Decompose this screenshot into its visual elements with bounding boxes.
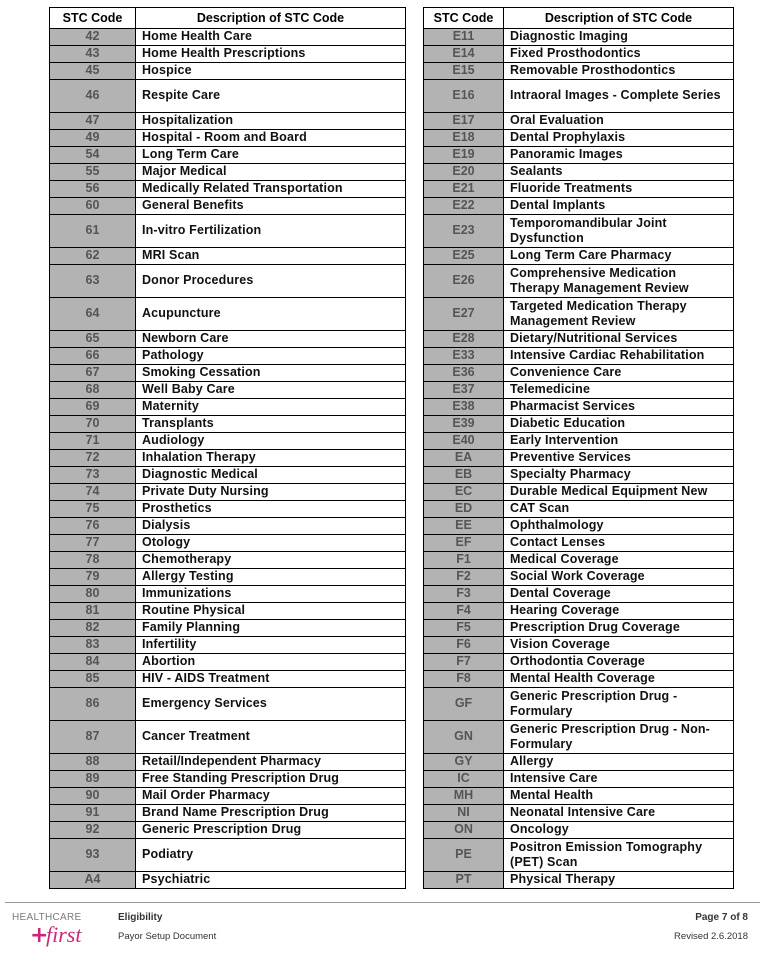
stc-description-cell: Early Intervention [504, 433, 734, 450]
table-row [50, 805, 406, 822]
table-row [50, 671, 406, 688]
table-row [50, 382, 406, 399]
table-row [50, 130, 406, 147]
stc-description-cell: Panoramic Images [504, 147, 734, 164]
table-row [50, 788, 406, 805]
stc-description-cell: Fixed Prosthodontics [504, 46, 734, 63]
stc-description-cell: Hospitalization [136, 113, 406, 130]
stc-code-cell: ED [424, 501, 504, 518]
stc-code-cell: IC [424, 771, 504, 788]
stc-description-cell: Infertility [136, 637, 406, 654]
table-row [50, 298, 406, 331]
stc-description-cell: Family Planning [136, 620, 406, 637]
table-header-row [50, 8, 406, 29]
healthcare-first-logo [12, 908, 100, 954]
table-row [50, 348, 406, 365]
table-row [50, 569, 406, 586]
stc-code-cell: PT [424, 872, 504, 889]
stc-code-cell: E27 [424, 298, 504, 331]
stc-description-cell: General Benefits [136, 198, 406, 215]
stc-description-cell: Home Health Care [136, 29, 406, 46]
table-row [424, 754, 734, 771]
stc-code-cell: A4 [50, 872, 136, 889]
stc-code-cell: 64 [50, 298, 136, 331]
stc-table-left [49, 7, 406, 889]
stc-code-cell: E36 [424, 365, 504, 382]
stc-description-cell: Mental Health Coverage [504, 671, 734, 688]
stc-code-cell: GY [424, 754, 504, 771]
table-row [424, 872, 734, 889]
stc-description-cell: Hospital - Room and Board [136, 130, 406, 147]
stc-code-cell: 90 [50, 788, 136, 805]
stc-code-cell: 83 [50, 637, 136, 654]
stc-description-cell: Fluoride Treatments [504, 181, 734, 198]
stc-code-cell: E11 [424, 29, 504, 46]
table-row [50, 754, 406, 771]
table-row [50, 416, 406, 433]
stc-code-cell: E37 [424, 382, 504, 399]
table-row [50, 365, 406, 382]
table-row [424, 298, 734, 331]
stc-description-cell: Acupuncture [136, 298, 406, 331]
stc-description-cell: Medical Coverage [504, 552, 734, 569]
table-row [424, 181, 734, 198]
stc-description-cell: Inhalation Therapy [136, 450, 406, 467]
stc-code-cell: ON [424, 822, 504, 839]
stc-code-cell: F4 [424, 603, 504, 620]
stc-description-cell: Dietary/Nutritional Services [504, 331, 734, 348]
table-row [424, 637, 734, 654]
table-row [424, 147, 734, 164]
stc-code-cell: 42 [50, 29, 136, 46]
table-row [50, 839, 406, 872]
stc-code-cell: 68 [50, 382, 136, 399]
stc-description-cell: Diabetic Education [504, 416, 734, 433]
table-row [424, 399, 734, 416]
stc-code-cell: F1 [424, 552, 504, 569]
stc-description-cell: Preventive Services [504, 450, 734, 467]
stc-description-cell: Free Standing Prescription Drug [136, 771, 406, 788]
table-row [424, 839, 734, 872]
stc-description-cell: Immunizations [136, 586, 406, 603]
stc-code-cell: E33 [424, 348, 504, 365]
stc-description-cell: In-vitro Fertilization [136, 215, 406, 248]
table-row [424, 450, 734, 467]
stc-code-cell: PE [424, 839, 504, 872]
stc-description-cell: Routine Physical [136, 603, 406, 620]
table-row [424, 265, 734, 298]
table-row [50, 501, 406, 518]
stc-description-cell: Vision Coverage [504, 637, 734, 654]
table-row [50, 63, 406, 80]
stc-description-cell: Podiatry [136, 839, 406, 872]
stc-code-cell: E15 [424, 63, 504, 80]
stc-code-cell: 82 [50, 620, 136, 637]
stc-code-cell: 88 [50, 754, 136, 771]
stc-code-cell: 77 [50, 535, 136, 552]
stc-description-cell: Telemedicine [504, 382, 734, 399]
stc-description-cell: Allergy Testing [136, 569, 406, 586]
stc-description-cell: Private Duty Nursing [136, 484, 406, 501]
stc-description-cell: Social Work Coverage [504, 569, 734, 586]
table-row [50, 518, 406, 535]
table-row [424, 215, 734, 248]
footer-divider [5, 902, 760, 903]
stc-code-cell: EB [424, 467, 504, 484]
stc-description-cell: Otology [136, 535, 406, 552]
table-row [424, 248, 734, 265]
stc-description-cell: Maternity [136, 399, 406, 416]
stc-description-cell: Long Term Care [136, 147, 406, 164]
stc-code-cell: 89 [50, 771, 136, 788]
stc-description-cell: Psychiatric [136, 872, 406, 889]
stc-code-cell: E14 [424, 46, 504, 63]
stc-description-cell: Positron Emission Tomography (PET) Scan [504, 839, 734, 872]
table-row [50, 637, 406, 654]
stc-code-cell: 75 [50, 501, 136, 518]
stc-code-cell: 55 [50, 164, 136, 181]
stc-description-cell: Prosthetics [136, 501, 406, 518]
stc-description-cell: Newborn Care [136, 331, 406, 348]
table-row [424, 788, 734, 805]
stc-description-cell: Home Health Prescriptions [136, 46, 406, 63]
column-header-code: STC Code [50, 8, 136, 29]
table-row [424, 771, 734, 788]
stc-code-cell: F8 [424, 671, 504, 688]
table-row [424, 552, 734, 569]
table-header-row [424, 8, 734, 29]
logo-text-top: HEALTHCARE [12, 912, 82, 923]
stc-description-cell: HIV - AIDS Treatment [136, 671, 406, 688]
stc-description-cell: Diagnostic Medical [136, 467, 406, 484]
stc-code-cell: 61 [50, 215, 136, 248]
table-row [424, 416, 734, 433]
stc-code-cell: 74 [50, 484, 136, 501]
stc-description-cell: Physical Therapy [504, 872, 734, 889]
stc-code-cell: F5 [424, 620, 504, 637]
stc-description-cell: Well Baby Care [136, 382, 406, 399]
page-number: Page 7 of 8 [695, 912, 748, 923]
stc-description-cell: Respite Care [136, 80, 406, 113]
stc-description-cell: Long Term Care Pharmacy [504, 248, 734, 265]
stc-code-cell: 81 [50, 603, 136, 620]
stc-code-cell: EF [424, 535, 504, 552]
stc-code-cell: 60 [50, 198, 136, 215]
table-row [50, 248, 406, 265]
table-row [50, 147, 406, 164]
stc-description-cell: Generic Prescription Drug - Formulary [504, 688, 734, 721]
stc-code-cell: 70 [50, 416, 136, 433]
table-row [50, 771, 406, 788]
stc-description-cell: MRI Scan [136, 248, 406, 265]
stc-code-cell: 71 [50, 433, 136, 450]
stc-code-cell: E28 [424, 331, 504, 348]
stc-code-cell: E22 [424, 198, 504, 215]
stc-description-cell: Sealants [504, 164, 734, 181]
stc-code-cell: 47 [50, 113, 136, 130]
footer-doc-title: Eligibility [118, 912, 163, 923]
stc-description-cell: CAT Scan [504, 501, 734, 518]
stc-description-cell: Orthodontia Coverage [504, 654, 734, 671]
stc-description-cell: Abortion [136, 654, 406, 671]
stc-description-cell: Ophthalmology [504, 518, 734, 535]
stc-code-cell: E39 [424, 416, 504, 433]
stc-code-cell: 73 [50, 467, 136, 484]
table-row [424, 805, 734, 822]
table-row [50, 872, 406, 889]
table-row [424, 586, 734, 603]
table-row [424, 348, 734, 365]
stc-code-cell: 78 [50, 552, 136, 569]
stc-description-cell: Durable Medical Equipment New [504, 484, 734, 501]
logo-plus-icon: + [30, 923, 49, 948]
stc-code-cell: 79 [50, 569, 136, 586]
table-row [424, 654, 734, 671]
stc-code-cell: 46 [50, 80, 136, 113]
table-row [50, 181, 406, 198]
stc-description-cell: Comprehensive Medication Therapy Management Review [504, 265, 734, 298]
table-row [424, 671, 734, 688]
stc-description-cell: Chemotherapy [136, 552, 406, 569]
column-header-description: Description of STC Code [136, 8, 406, 29]
stc-description-cell: Pathology [136, 348, 406, 365]
stc-description-cell: Generic Prescription Drug - Non-Formulary [504, 721, 734, 754]
stc-code-cell: E40 [424, 433, 504, 450]
stc-description-cell: Allergy [504, 754, 734, 771]
stc-description-cell: Mail Order Pharmacy [136, 788, 406, 805]
stc-code-cell: EC [424, 484, 504, 501]
table-row [50, 29, 406, 46]
stc-code-cell: 91 [50, 805, 136, 822]
table-row [424, 80, 734, 113]
stc-code-cell: 62 [50, 248, 136, 265]
stc-description-cell: Hospice [136, 63, 406, 80]
table-row [424, 688, 734, 721]
table-row [50, 603, 406, 620]
stc-description-cell: Dental Implants [504, 198, 734, 215]
stc-code-cell: 67 [50, 365, 136, 382]
stc-description-cell: Oral Evaluation [504, 113, 734, 130]
stc-code-cell: E25 [424, 248, 504, 265]
table-row [50, 164, 406, 181]
stc-description-cell: Audiology [136, 433, 406, 450]
table-row [424, 484, 734, 501]
stc-code-cell: 76 [50, 518, 136, 535]
table-row [50, 552, 406, 569]
stc-code-cell: 54 [50, 147, 136, 164]
stc-code-cell: 80 [50, 586, 136, 603]
table-row [424, 365, 734, 382]
stc-code-cell: 45 [50, 63, 136, 80]
logo-text-bottom: first [46, 922, 82, 947]
table-row [50, 450, 406, 467]
stc-code-cell: 66 [50, 348, 136, 365]
stc-code-cell: GN [424, 721, 504, 754]
stc-code-cell: F2 [424, 569, 504, 586]
column-header-description: Description of STC Code [504, 8, 734, 29]
stc-description-cell: Retail/Independent Pharmacy [136, 754, 406, 771]
stc-code-cell: 72 [50, 450, 136, 467]
table-row [50, 80, 406, 113]
stc-description-cell: Smoking Cessation [136, 365, 406, 382]
stc-code-cell: 93 [50, 839, 136, 872]
stc-code-cell: GF [424, 688, 504, 721]
table-row [50, 46, 406, 63]
stc-code-cell: 49 [50, 130, 136, 147]
stc-description-cell: Intensive Care [504, 771, 734, 788]
table-row [50, 620, 406, 637]
table-row [424, 198, 734, 215]
stc-code-cell: E26 [424, 265, 504, 298]
table-row [424, 63, 734, 80]
table-row [424, 569, 734, 586]
table-row [424, 433, 734, 450]
stc-code-cell: E38 [424, 399, 504, 416]
stc-description-cell: Major Medical [136, 164, 406, 181]
table-row [424, 518, 734, 535]
stc-description-cell: Brand Name Prescription Drug [136, 805, 406, 822]
stc-code-cell: 63 [50, 265, 136, 298]
table-row [424, 382, 734, 399]
stc-code-cell: EA [424, 450, 504, 467]
stc-description-cell: Diagnostic Imaging [504, 29, 734, 46]
stc-code-cell: 86 [50, 688, 136, 721]
revised-date: Revised 2.6.2018 [674, 931, 748, 942]
table-row [424, 467, 734, 484]
table-row [424, 501, 734, 518]
stc-code-cell: 84 [50, 654, 136, 671]
stc-code-cell: 87 [50, 721, 136, 754]
table-row [50, 586, 406, 603]
table-row [424, 721, 734, 754]
stc-code-cell: E19 [424, 147, 504, 164]
stc-description-cell: Generic Prescription Drug [136, 822, 406, 839]
table-row [424, 535, 734, 552]
stc-description-cell: Mental Health [504, 788, 734, 805]
stc-description-cell: Dialysis [136, 518, 406, 535]
stc-code-cell: 92 [50, 822, 136, 839]
stc-table-right [423, 7, 734, 889]
stc-code-cell: 85 [50, 671, 136, 688]
table-row [424, 822, 734, 839]
stc-description-cell: Hearing Coverage [504, 603, 734, 620]
stc-code-cell: E20 [424, 164, 504, 181]
stc-code-cell: F6 [424, 637, 504, 654]
stc-description-cell: Oncology [504, 822, 734, 839]
stc-description-cell: Transplants [136, 416, 406, 433]
table-row [424, 164, 734, 181]
table-row [50, 822, 406, 839]
table-row [50, 467, 406, 484]
stc-code-cell: 56 [50, 181, 136, 198]
stc-description-cell: Targeted Medication Therapy Management Review [504, 298, 734, 331]
table-row [50, 331, 406, 348]
table-row [50, 484, 406, 501]
table-row [50, 215, 406, 248]
table-row [50, 688, 406, 721]
stc-code-cell: NI [424, 805, 504, 822]
stc-description-cell: Intraoral Images - Complete Series [504, 80, 734, 113]
stc-description-cell: Prescription Drug Coverage [504, 620, 734, 637]
stc-code-cell: 43 [50, 46, 136, 63]
stc-description-cell: Temporomandibular Joint Dysfunction [504, 215, 734, 248]
stc-description-cell: Donor Procedures [136, 265, 406, 298]
stc-code-cell: E23 [424, 215, 504, 248]
table-row [50, 198, 406, 215]
stc-code-cell: EE [424, 518, 504, 535]
stc-description-cell: Intensive Cardiac Rehabilitation [504, 348, 734, 365]
stc-code-cell: E16 [424, 80, 504, 113]
table-row [50, 535, 406, 552]
stc-code-cell: F7 [424, 654, 504, 671]
stc-code-cell: E21 [424, 181, 504, 198]
table-row [424, 331, 734, 348]
stc-description-cell: Emergency Services [136, 688, 406, 721]
table-row [424, 603, 734, 620]
stc-description-cell: Medically Related Transportation [136, 181, 406, 198]
table-row [50, 399, 406, 416]
footer-doc-subtitle: Payor Setup Document [118, 931, 217, 942]
table-row [50, 654, 406, 671]
table-row [424, 130, 734, 147]
table-row [50, 113, 406, 130]
stc-description-cell: Cancer Treatment [136, 721, 406, 754]
stc-description-cell: Neonatal Intensive Care [504, 805, 734, 822]
table-row [50, 721, 406, 754]
table-row [424, 113, 734, 130]
stc-description-cell: Convenience Care [504, 365, 734, 382]
stc-description-cell: Removable Prosthodontics [504, 63, 734, 80]
stc-description-cell: Contact Lenses [504, 535, 734, 552]
column-header-code: STC Code [424, 8, 504, 29]
stc-code-cell: F3 [424, 586, 504, 603]
stc-description-cell: Pharmacist Services [504, 399, 734, 416]
stc-code-cell: 65 [50, 331, 136, 348]
table-row [50, 265, 406, 298]
stc-code-cell: E17 [424, 113, 504, 130]
stc-description-cell: Specialty Pharmacy [504, 467, 734, 484]
table-row [424, 29, 734, 46]
stc-code-cell: MH [424, 788, 504, 805]
table-row [424, 46, 734, 63]
table-row [50, 433, 406, 450]
table-row [424, 620, 734, 637]
stc-code-cell: E18 [424, 130, 504, 147]
stc-code-cell: 69 [50, 399, 136, 416]
stc-description-cell: Dental Prophylaxis [504, 130, 734, 147]
stc-description-cell: Dental Coverage [504, 586, 734, 603]
